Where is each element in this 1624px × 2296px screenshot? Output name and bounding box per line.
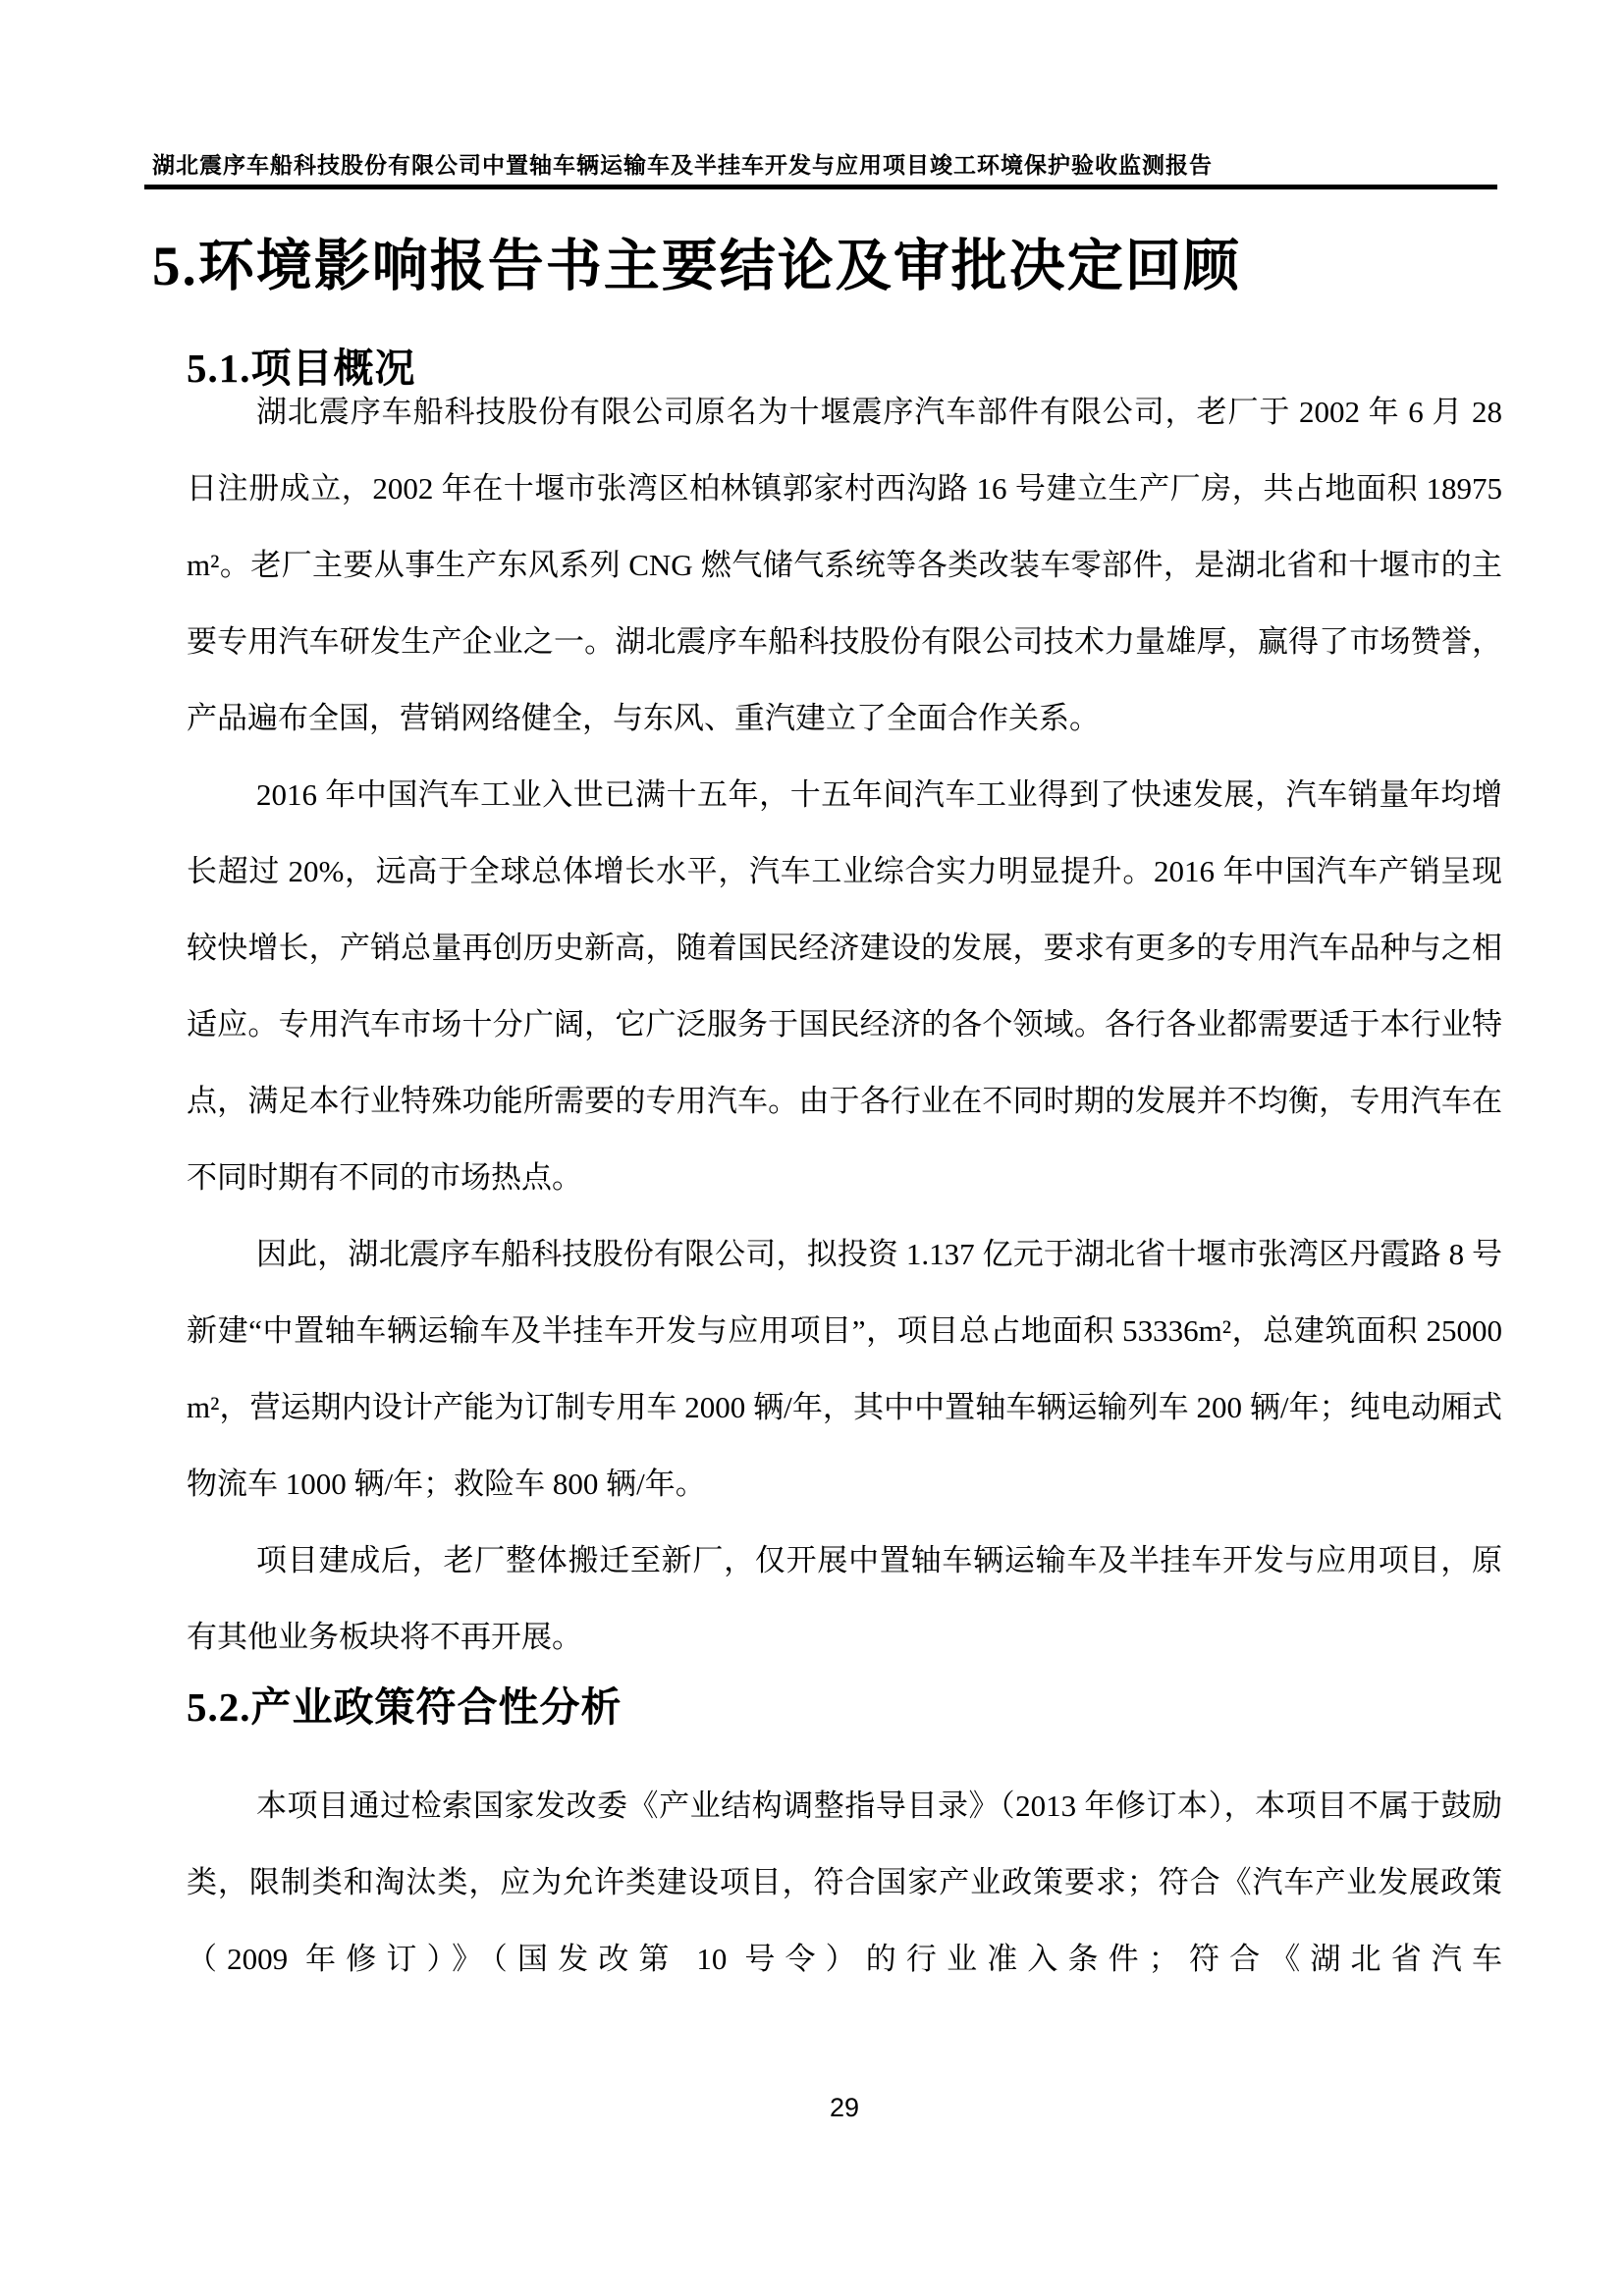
paragraph-relocation: 项目建成后，老厂整体搬迁至新厂，仅开展中置轴车辆运输车及半挂车开发与应用项目，原有其他业务板块将不再开展。 [187,1543,1502,1654]
page-number: 29 [829,2093,860,2122]
paragraph-company-history: 湖北震序车船科技股份有限公司原名为十堰震序汽车部件有限公司，老厂于 2002 年 6 月 28 日注册成立，2002 年在十堰市张湾区柏林镇郭家村西沟路 16 号建立生产厂房，共占地面积 18975m²。老厂主要从事生产东风系列 CNG 燃气储气系统等各类改装车零部件，是湖北省和十堰市的主要专用汽车研发生产企业之一。湖北震序车船科技股份有限公司技术力量雄厚，赢得了市场赞誉，产品遍布全国，营销网络健全，与东风、重汽建立了全面合作关系。 [187,395,1502,735]
chapter-title: 5.环境影响报告书主要结论及审批决定回顾 [152,236,1241,298]
paragraph-industry-background: 2016 年中国汽车工业入世已满十五年，十五年间汽车工业得到了快速发展，汽车销量年均增长超过 20%，远高于全球总体增长水平，汽车工业综合实力明显提升。2016 年中国汽车产销呈现较快增长，产销总量再创历史新高，随着国民经济建设的发展，要求有更多的专用汽车品种与之相适应。专用汽车市场十分广阔，它广泛服务于国民经济的各个领域。各行各业都需要适于本行业特点，满足本行业特殊功能所需要的专用汽车。由于各行业在不同时期的发展并不均衡，专用汽车在不同时期有不同的市场热点。 [187,777,1502,1195]
section-heading-5-1: 5.1.项目概况 [187,346,416,392]
section-heading-5-2: 5.2.产业政策符合性分析 [187,1684,623,1730]
paragraph-project-investment: 因此，湖北震序车船科技股份有限公司，拟投资 1.137 亿元于湖北省十堰市张湾区丹霞路 8 号新建“中置轴车辆运输车及半挂车开发与应用项目”，项目总占地面积 53336m²，总建筑面积 25000m²，营运期内设计产能为订制专用车 2000 辆/年，其中中置轴车辆运输列车 200 辆/年；纯电动厢式物流车 1000 辆/年；救险车 800 辆/年。 [187,1237,1502,1501]
running-header: 湖北震序车船科技股份有限公司中置轴车辆运输车及半挂车开发与应用项目竣工环境保护验收监测报告 [152,153,1213,178]
paragraph-policy-compliance: 本项目通过检索国家发改委《产业结构调整指导目录》（2013 年修订本），本项目不属于鼓励类，限制类和淘汰类，应为允许类建设项目，符合国家产业政策要求；符合《汽车产业发展政策（2009 年修订）》（国发改第 10 号令）的行业准入条件；符合《湖北省汽车 [187,1789,1502,1976]
header-rule-divider [144,185,1497,189]
body-text-column [187,374,1502,1998]
